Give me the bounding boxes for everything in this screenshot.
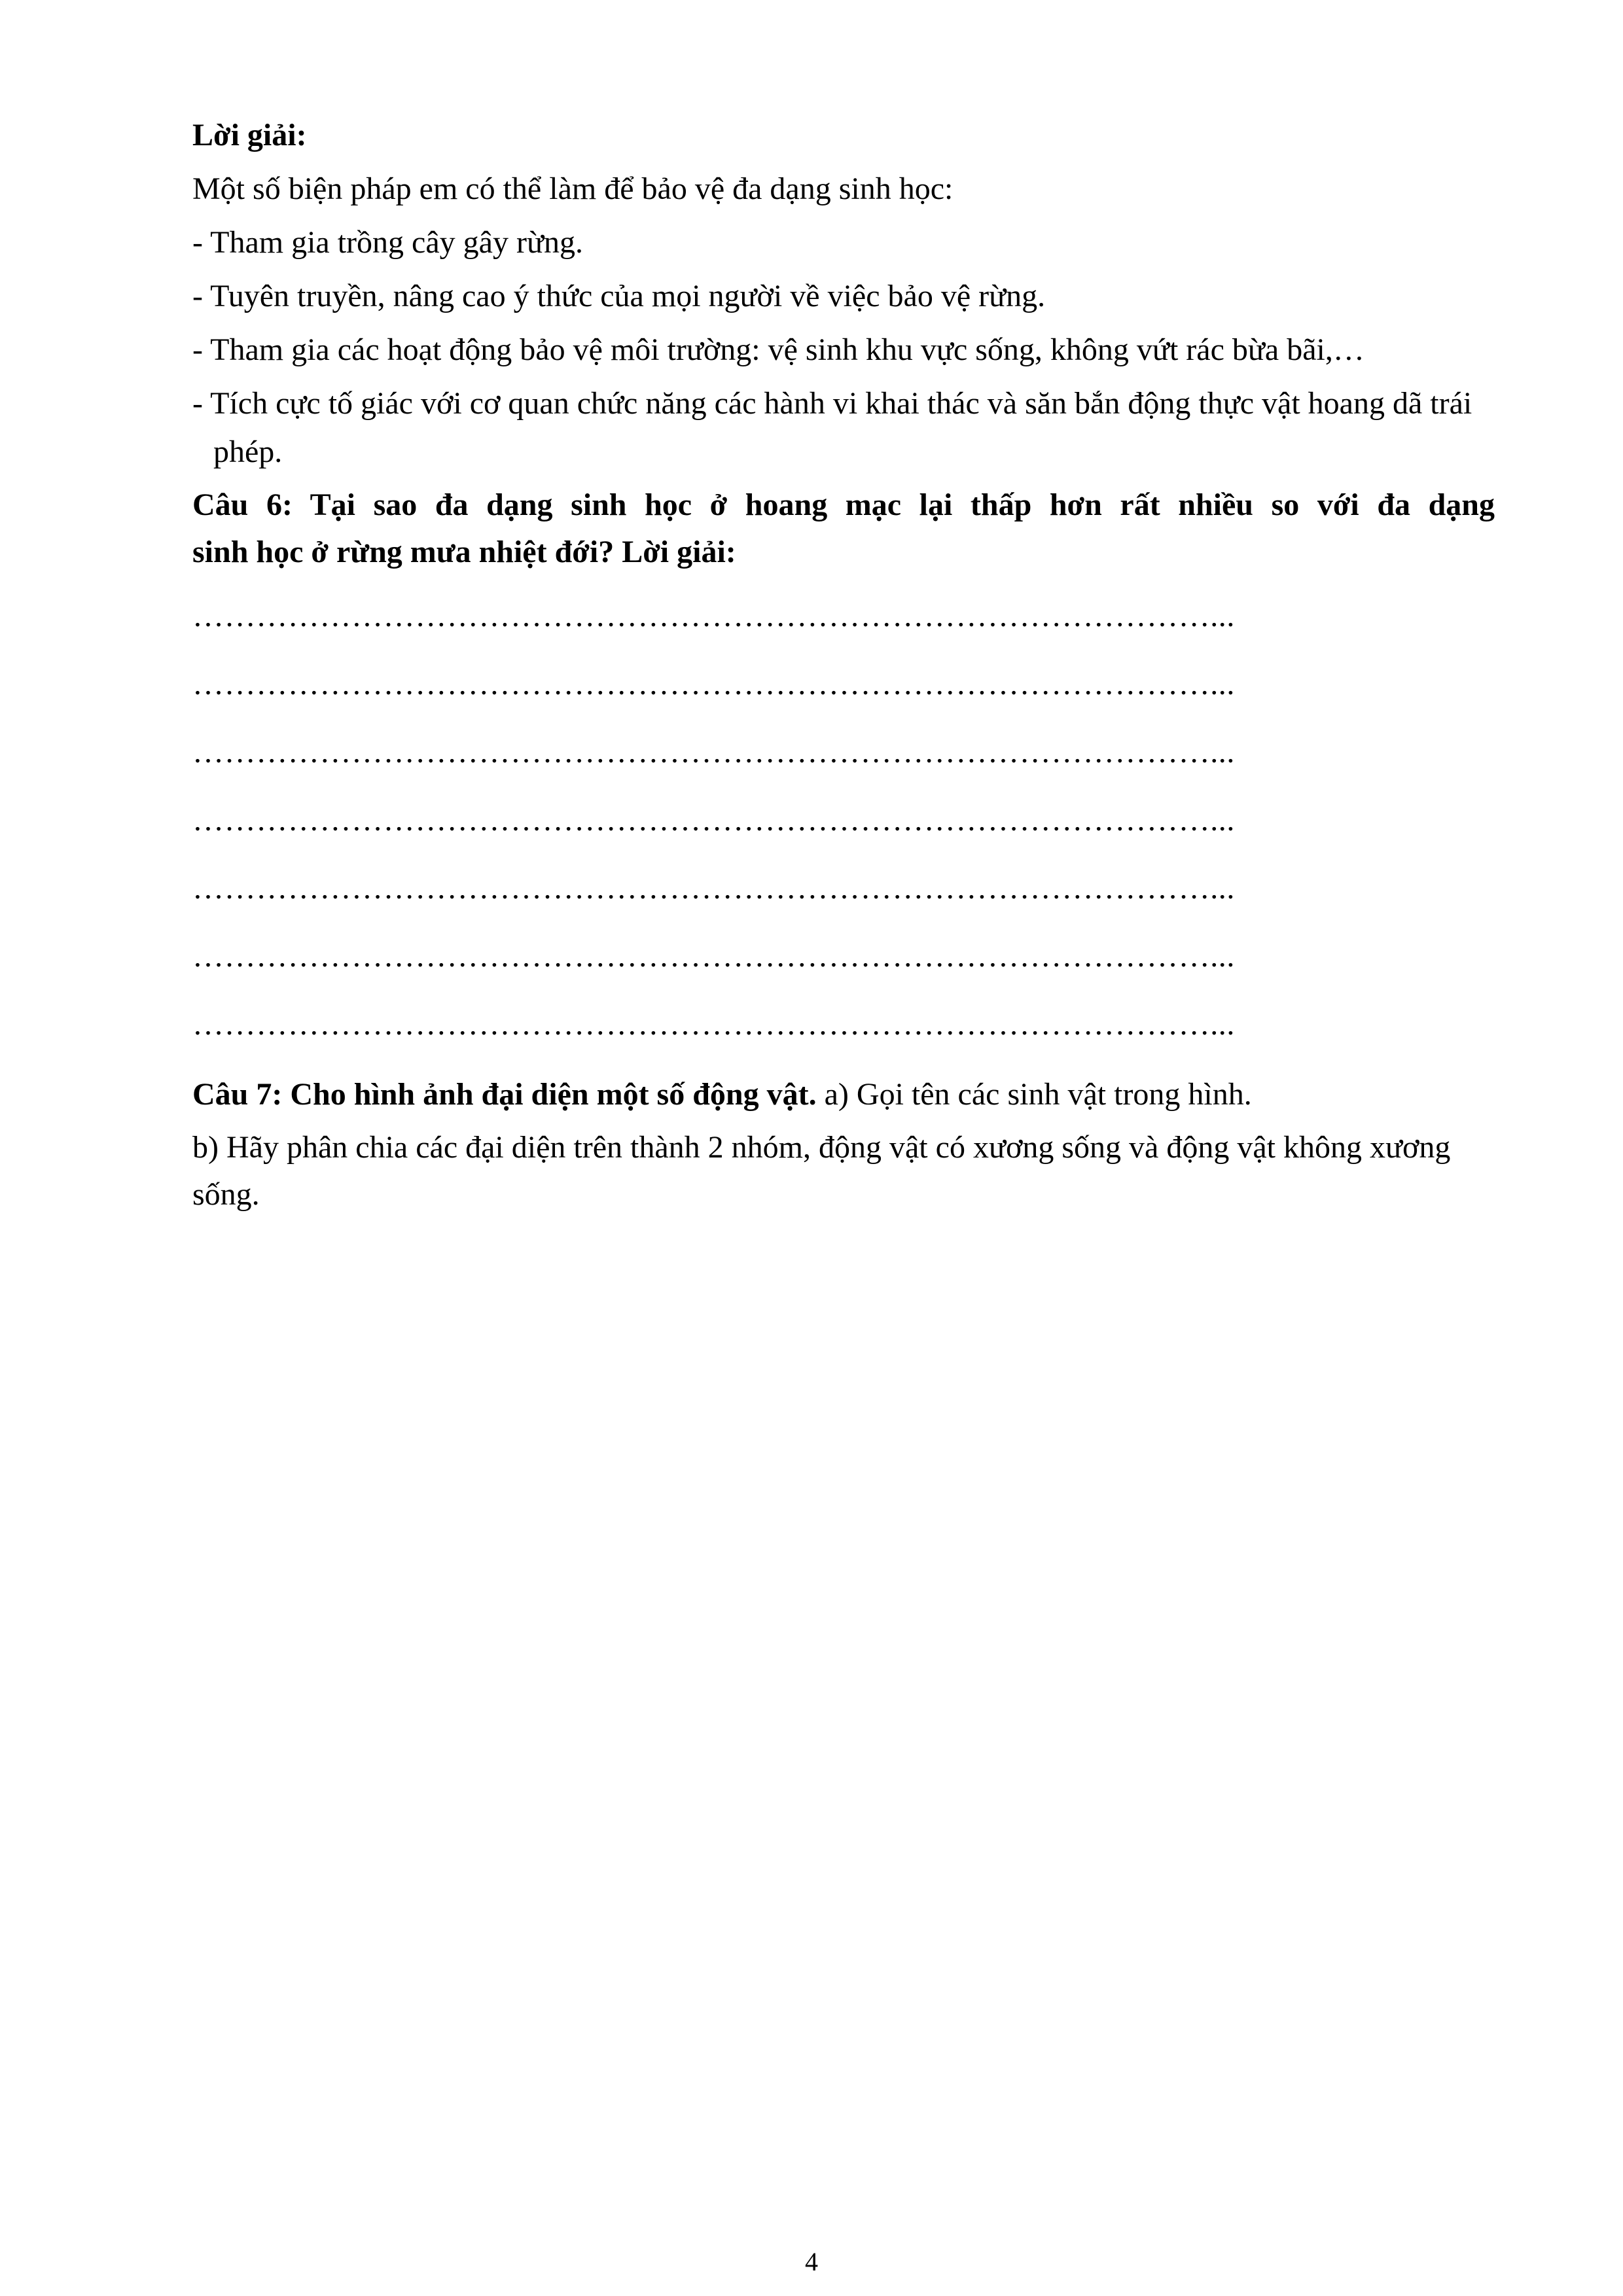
- question-6-line-2: sinh học ở rừng mưa nhiệt đới? Lời giải:: [192, 535, 736, 569]
- answer-lines: [192, 582, 1495, 1059]
- page-content: [192, 111, 1495, 1218]
- answer-line[interactable]: ……………………………………………………………………………………...: [192, 939, 1235, 974]
- question-7: [192, 1070, 1495, 1119]
- question-6: [192, 482, 1495, 576]
- answer-line[interactable]: ……………………………………………………………………………………...: [192, 735, 1235, 769]
- solution-item-3: - Tham gia các hoạt động bảo vệ môi trường: vệ sinh khu vực sống, không vứt rác bừa bãi,…: [192, 332, 1364, 367]
- solution-item-2: - Tuyên truyền, nâng cao ý thức của mọi người về việc bảo vệ rừng.: [192, 279, 1046, 313]
- question-7-title: Câu 7: Cho hình ảnh đại diện một số động vật.: [192, 1077, 817, 1112]
- solution-heading: Lời giải:: [192, 118, 307, 152]
- answer-line[interactable]: ……………………………………………………………………………………...: [192, 599, 1235, 633]
- answer-line[interactable]: ……………………………………………………………………………………...: [192, 667, 1235, 701]
- question-6-line-1: Câu 6: Tại sao đa dạng sinh học ở hoang mạc lại thấp hơn rất nhiều so với đa dạng: [192, 487, 1495, 522]
- page-number: 4: [805, 2247, 818, 2276]
- answer-line[interactable]: ……………………………………………………………………………………...: [192, 871, 1235, 906]
- question-7-part-b: b) Hãy phân chia các đại diện trên thành 2 nhóm, động vật có xương sống và động vật không xương sống.: [192, 1130, 1451, 1212]
- solution-item-4: - Tích cực tố giác với cơ quan chức năng các hành vi khai thác và săn bắn động thực vật hoang dã trái phép.: [192, 386, 1472, 469]
- question-7-part-a: a) Gọi tên các sinh vật trong hình.: [816, 1077, 1252, 1112]
- solution-item-1: - Tham gia trồng cây gây rừng.: [192, 225, 583, 260]
- answer-line[interactable]: ……………………………………………………………………………………...: [192, 1007, 1235, 1042]
- answer-line[interactable]: ……………………………………………………………………………………...: [192, 803, 1235, 838]
- solution-intro: Một số biện pháp em có thể làm để bảo vệ đa dạng sinh học:: [192, 171, 954, 206]
